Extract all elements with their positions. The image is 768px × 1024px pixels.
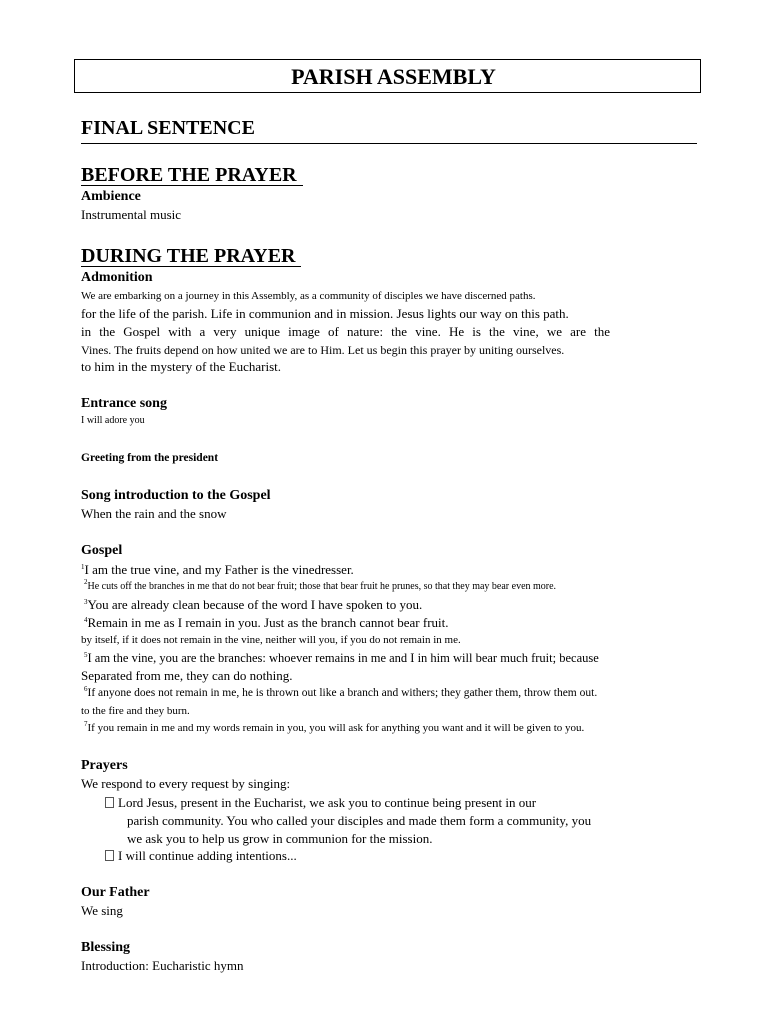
gospel-verse-7 (84, 721, 584, 735)
prayer-item-1-text: Lord Jesus, present in the Eucharist, we ask you to continue being present in our (118, 795, 537, 810)
prayer-item-1-line-3: we ask you to help us grow in communion for the mission. (127, 831, 433, 846)
entrance-song-text: I will adore you (81, 415, 145, 426)
section-during-heading-text: DURING THE PRAYER (81, 246, 301, 267)
verse-number: 1 (81, 563, 85, 571)
admonition-line-4: Vines. The fruits depend on how united we are to Him. Let us begin this prayer by uniting ourselves. (81, 343, 565, 357)
song-intro-text: When the rain and the snow (81, 506, 227, 521)
verse-text: If anyone does not remain in me, he is thrown out like a branch and withers; they gather them, throw them out. (87, 687, 598, 699)
subtitle-rule (81, 143, 697, 144)
verse-number: 5 (84, 651, 88, 659)
gospel-verse-2 (84, 580, 556, 593)
verse-number: 6 (84, 685, 88, 693)
gospel-verse-6-cont: to the fire and they burn. (81, 705, 190, 717)
prayers-intro: We respond to every request by singing: (81, 776, 291, 791)
gospel-verse-6 (84, 686, 597, 700)
blessing-label: Blessing (81, 940, 131, 955)
blessing-text: Introduction: Eucharistic hymn (81, 958, 244, 973)
admonition-line-2: for the life of the parish. Life in communion and in mission. Jesus lights our way on this path. (81, 306, 569, 321)
ambience-text: Instrumental music (81, 207, 182, 222)
bullet-box-icon (105, 850, 114, 861)
section-before-heading (81, 164, 303, 186)
title-box (74, 59, 701, 93)
verse-text: Remain in me as I remain in you. Just as the branch cannot bear fruit. (87, 615, 449, 630)
entrance-song-label: Entrance song (81, 396, 167, 411)
our-father-text: We sing (81, 903, 123, 918)
song-intro-label: Song introduction to the Gospel (81, 488, 271, 503)
prayers-label: Prayers (81, 758, 128, 773)
verse-text: I am the vine, you are the branches: whoever remains in me and I in him will bear much fruit; because (87, 651, 599, 665)
admonition-line-3: in the Gospel with a very unique image of nature: the vine. He is the vine, we are the (81, 324, 610, 339)
admonition-line-5: to him in the mystery of the Eucharist. (81, 359, 282, 374)
our-father-label: Our Father (81, 885, 150, 900)
gospel-verse-4 (84, 615, 449, 631)
gospel-verse-3 (84, 597, 422, 613)
prayer-item-2-text: I will continue adding intentions... (118, 848, 297, 863)
verse-text: I am the true vine, and my Father is the vinedresser. (84, 562, 354, 577)
gospel-verse-4-cont: by itself, if it does not remain in the vine, neither will you, if you do not remain in me. (81, 634, 461, 646)
verse-text: You are already clean because of the word I have spoken to you. (87, 597, 423, 612)
admonition-label: Admonition (81, 270, 153, 285)
greeting-label: Greeting from the president (81, 452, 219, 464)
section-during-heading (81, 245, 301, 267)
verse-number: 7 (84, 720, 88, 728)
verse-number: 2 (84, 578, 88, 586)
admonition-line-1: We are embarking on a journey in this Assembly, as a community of disciples we have discerned paths. (81, 290, 536, 302)
verse-number: 4 (84, 616, 88, 624)
prayer-item-1-line-2: parish community. You who called your disciples and made them form a community, you (127, 813, 592, 828)
section-before-heading-text: BEFORE THE PRAYER (81, 165, 303, 186)
gospel-verse-5-cont: Separated from me, they can do nothing. (81, 668, 293, 683)
subtitle-final-sentence: FINAL SENTENCE (81, 117, 255, 139)
gospel-label: Gospel (81, 543, 123, 558)
gospel-verse-1 (81, 562, 354, 578)
gospel-verse-5 (84, 650, 599, 666)
bullet-box-icon (105, 797, 114, 808)
document-title: PARISH ASSEMBLY (291, 64, 496, 89)
verse-number: 3 (84, 598, 88, 606)
verse-text: He cuts off the branches in me that do not bear fruit; those that bear fruit he prunes, so that they may bear even more. (87, 581, 557, 592)
prayer-item-1 (105, 795, 536, 811)
verse-text: If you remain in me and my words remain in you, you will ask for anything you want and it will be given to you. (87, 722, 585, 734)
prayer-item-2 (105, 848, 297, 864)
ambience-label: Ambience (81, 189, 141, 204)
